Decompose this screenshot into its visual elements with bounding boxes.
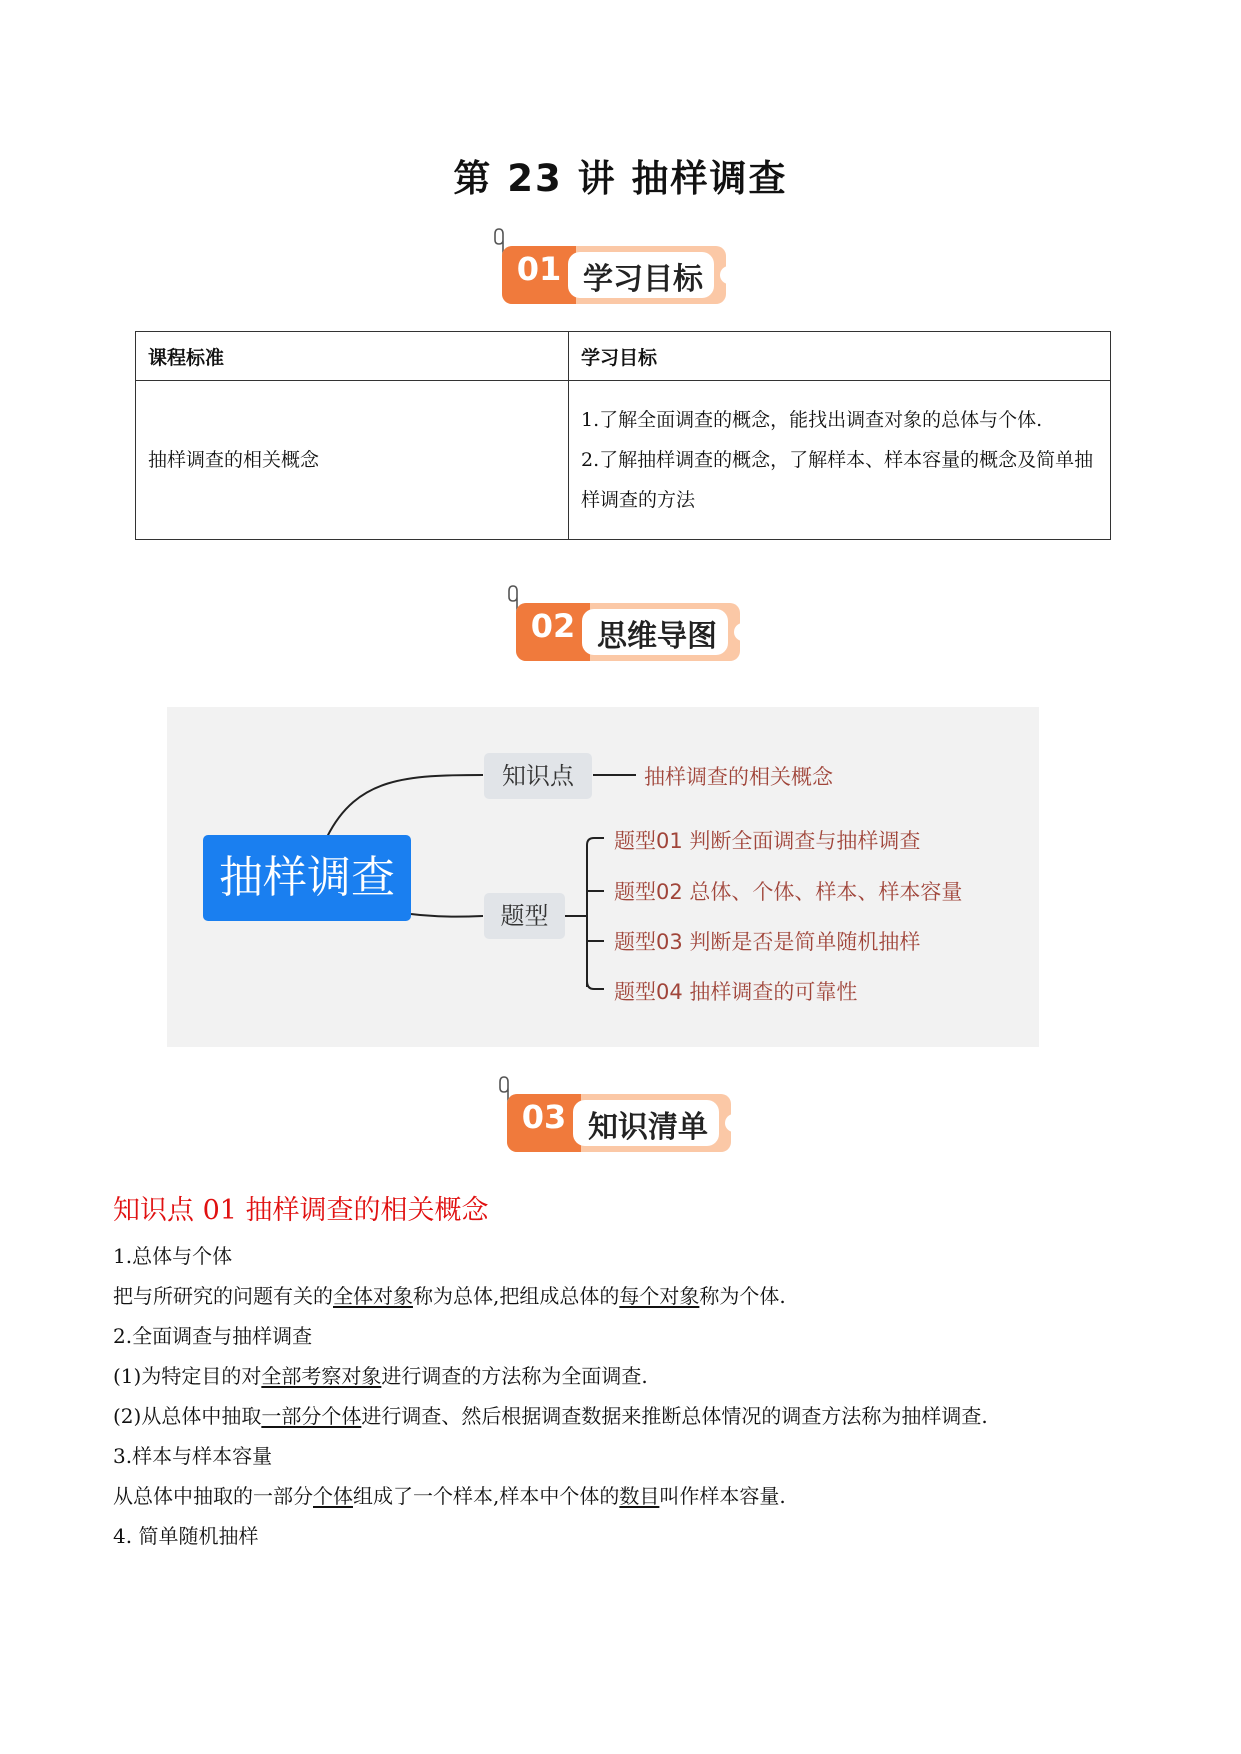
section-title: 知识点 01 抽样调查的相关概念 [113, 1195, 489, 1226]
badge-label: 思维导图 [597, 619, 717, 654]
mind-map-node-knowledge: 知识点 [484, 753, 592, 799]
table-header-goal: 学习目标 [569, 332, 1111, 381]
mind-map-leaf-type: 题型02 总体、个体、样本、样本容量 [614, 880, 963, 904]
badge-number: 03 [521, 1098, 567, 1136]
underlined-term: 每个对象 [619, 1284, 700, 1308]
badge-label: 学习目标 [583, 262, 703, 297]
mind-map-leaf-knowledge: 抽样调查的相关概念 [644, 765, 833, 789]
text: 从总体中抽取的一部分 [113, 1484, 313, 1508]
underlined-term: 一部分个体 [261, 1404, 362, 1428]
paragraph-2 [113, 1360, 648, 1389]
text: 叫作样本容量. [659, 1484, 786, 1508]
mind-map-root: 抽样调查 [203, 835, 411, 921]
goal-item-2: 2.了解抽样调查的概念，了解样本、样本容量的概念及简单抽样调查的方法 [581, 449, 1094, 511]
section-badge-02 [506, 583, 746, 663]
section-badge-01 [492, 226, 732, 306]
underlined-term: 全部考察对象 [261, 1364, 382, 1388]
underlined-term: 数目 [619, 1484, 660, 1508]
subheading-2: 2.全面调查与抽样调查 [113, 1324, 313, 1348]
badge-number: 01 [516, 250, 562, 288]
text: (1)为特定目的对 [113, 1364, 262, 1388]
text: 组成了一个样本,样本中个体的 [353, 1484, 620, 1508]
table-cell-goals [569, 381, 1111, 540]
table-cell-standard: 抽样调查的相关概念 [136, 381, 569, 540]
text: 把与所研究的问题有关的 [113, 1284, 333, 1308]
goals-table [135, 331, 1111, 540]
subheading-4: 4. 简单随机抽样 [113, 1524, 259, 1548]
text: 称为总体,把组成总体的 [413, 1284, 620, 1308]
text: 进行调查的方法称为全面调查. [381, 1364, 648, 1388]
section-badge-03 [497, 1074, 737, 1154]
table-header-standard: 课程标准 [136, 332, 569, 381]
mind-map-leaf-type: 题型03 判断是否是简单随机抽样 [614, 930, 921, 954]
paragraph-4 [113, 1480, 786, 1509]
goal-item-1: 1.了解全面调查的概念，能找出调查对象的总体与个体. [581, 409, 1043, 431]
badge-label: 知识清单 [588, 1110, 708, 1145]
subheading-3: 3.样本与样本容量 [113, 1444, 273, 1468]
text: (2)从总体中抽取 [113, 1404, 262, 1428]
underlined-term: 个体 [313, 1484, 353, 1508]
paragraph-1 [113, 1280, 786, 1309]
badge-number: 02 [530, 607, 576, 645]
table-row [136, 381, 1111, 540]
mind-map-leaf-type: 题型04 抽样调查的可靠性 [614, 980, 858, 1004]
subheading-1: 1.总体与个体 [113, 1244, 233, 1268]
mind-map [167, 707, 1039, 1047]
mind-map-leaf-type: 题型01 判断全面调查与抽样调查 [614, 829, 921, 853]
page-title: 第 23 讲 抽样调查 [453, 157, 788, 200]
paragraph-3 [113, 1400, 988, 1429]
text: 称为个体. [699, 1284, 786, 1308]
mind-map-node-types: 题型 [484, 893, 565, 939]
text: 进行调查、然后根据调查数据来推断总体情况的调查方法称为抽样调查. [361, 1404, 988, 1428]
underlined-term: 全体对象 [333, 1284, 413, 1308]
